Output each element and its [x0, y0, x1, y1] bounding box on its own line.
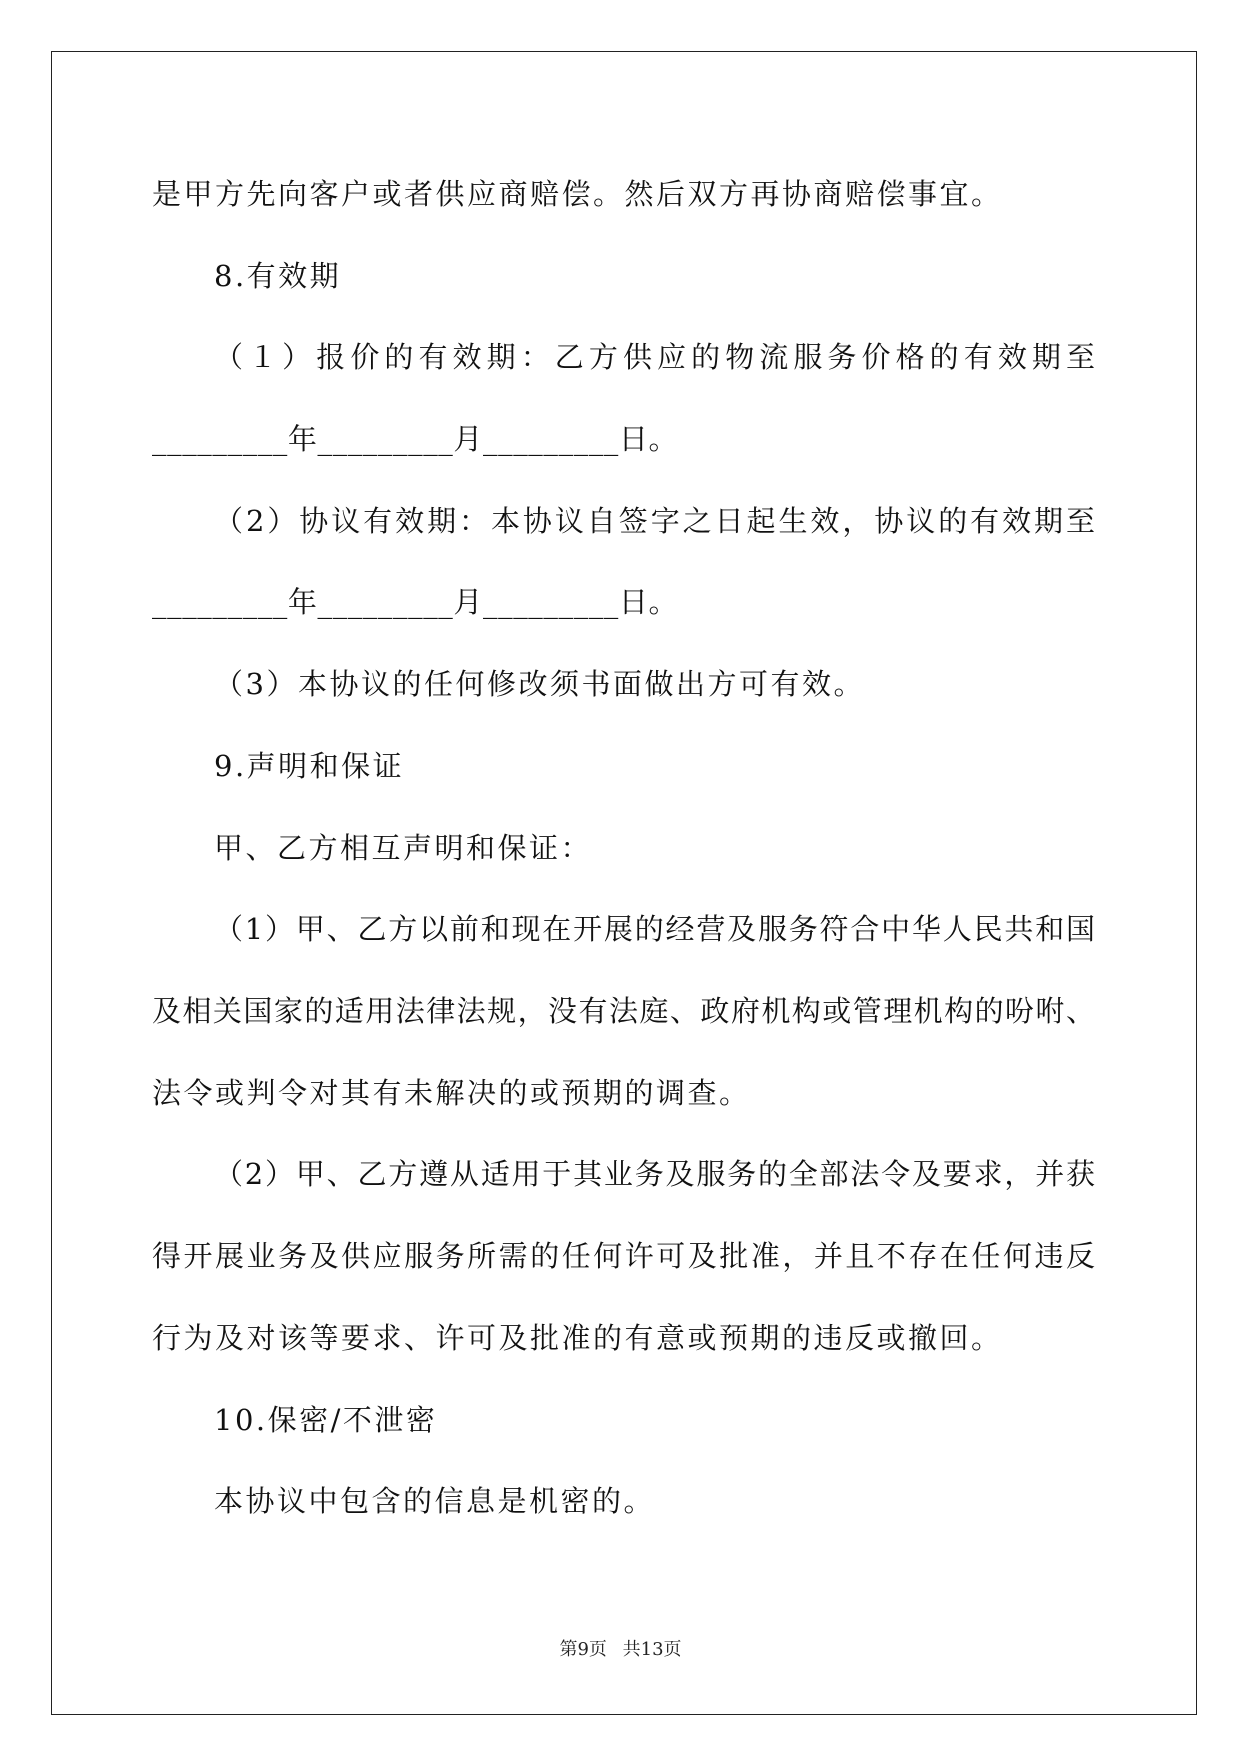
- page-border: [51, 51, 1197, 1715]
- clause-line: 法令或判令对其有未解决的或预期的调查。: [152, 1076, 751, 1110]
- clause-line: （3）本协议的任何修改须书面做出方可有效。: [214, 667, 865, 701]
- section-heading-representations: 9.声明和保证: [214, 749, 405, 783]
- clause-line: 行为及对该等要求、许可及批准的有意或预期的违反或撤回。: [152, 1321, 1003, 1355]
- clause-line: （2）协议有效期：本协议自签字之日起生效，协议的有效期至: [214, 504, 1095, 538]
- section-heading-confidentiality: 10.保密/不泄密: [214, 1403, 438, 1437]
- date-blank-line: _________年_________月_________日。: [152, 422, 679, 456]
- clause-line: 及相关国家的适用法律法规，没有法庭、政府机构或管理机构的吩咐、: [152, 994, 1095, 1028]
- clause-line: （2）甲、乙方遵从适用于其业务及服务的全部法令及要求，并获: [214, 1157, 1095, 1191]
- date-blank-line: _________年_________月_________日。: [152, 585, 679, 619]
- clause-line: 本协议中包含的信息是机密的。: [214, 1484, 656, 1518]
- carryover-paragraph-line: 是甲方先向客户或者供应商赔偿。然后双方再协商赔偿事宜。: [152, 177, 1003, 211]
- clause-line: 甲、乙方相互声明和保证：: [214, 831, 593, 865]
- section-heading-validity: 8.有效期: [214, 259, 342, 293]
- clause-line: （1）甲、乙方以前和现在开展的经营及服务符合中华人民共和国: [214, 912, 1095, 946]
- clause-line: （１）报价的有效期：乙方供应的物流服务价格的有效期至: [214, 340, 1095, 374]
- clause-line: 得开展业务及供应服务所需的任何许可及批准，并且不存在任何违反: [152, 1239, 1095, 1273]
- page-number-footer: 第9页 共13页: [559, 1639, 682, 1660]
